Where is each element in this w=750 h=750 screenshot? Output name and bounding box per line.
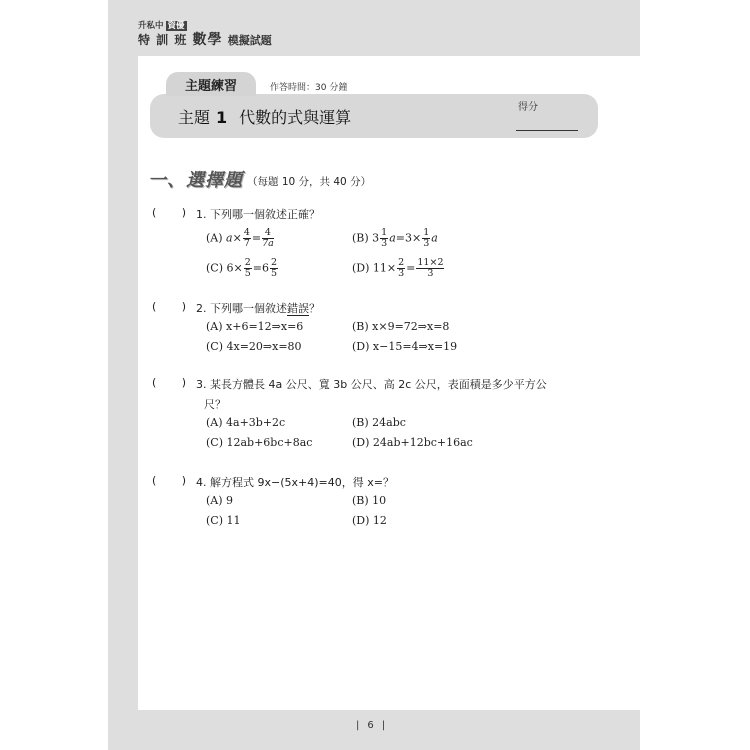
page-number: 6: [367, 720, 374, 731]
section-note: （每題 10 分，共 40 分）: [247, 175, 372, 188]
whole: 11×: [372, 261, 397, 275]
time-label: 作答時間：30 分鐘: [270, 83, 348, 93]
paren-left: (: [152, 474, 157, 487]
paren-right: ): [181, 474, 186, 487]
numerator: 2: [270, 257, 278, 268]
fraction: [422, 228, 430, 249]
option-a[interactable]: [206, 228, 275, 249]
option-b[interactable]: (B) 10: [352, 494, 387, 507]
topic-title: [178, 105, 351, 128]
numerator: 2: [398, 257, 405, 268]
topic-prefix: 主題: [178, 108, 211, 127]
numerator: 4: [262, 228, 274, 239]
brand-title-b: 數學: [192, 31, 223, 48]
question-stem-continued: 尺？: [204, 398, 226, 411]
topic-name: 代數的式與運算: [239, 108, 352, 127]
section-mark: 一、選擇題: [148, 170, 243, 191]
op: =: [406, 261, 416, 275]
answer-paren[interactable]: [152, 474, 186, 487]
var: a: [389, 231, 396, 245]
fraction: [416, 258, 444, 279]
option-c[interactable]: (C) 11: [206, 514, 241, 527]
paren-right: ): [181, 206, 186, 219]
denominator: 7a: [262, 237, 274, 249]
op: =6: [252, 261, 269, 275]
brand-title-c: 模擬試題: [227, 33, 272, 47]
option-d[interactable]: (D) 24ab+12bc+16ac: [352, 436, 473, 449]
var: a: [431, 231, 438, 245]
theme-tab: 主題練習: [166, 72, 256, 96]
option-b[interactable]: [352, 228, 438, 249]
whole: 6×: [226, 261, 243, 275]
op: =3×: [395, 231, 422, 245]
brand-title-a: 特 訓 班: [138, 32, 188, 47]
op: ×: [232, 231, 242, 245]
option-label: (D): [352, 261, 370, 275]
denominator: 3: [398, 267, 405, 279]
question-number: 3.: [196, 378, 207, 391]
numerator: 1: [381, 227, 388, 238]
denominator: 3: [381, 237, 388, 249]
paren-right: ): [181, 300, 186, 313]
question-stem: [196, 474, 394, 490]
option-c[interactable]: (C) 12ab+6bc+8ac: [206, 436, 313, 449]
question-stem: [196, 206, 320, 222]
question-stem: [196, 376, 547, 392]
option-a[interactable]: (A) 4a+3b+2c: [206, 416, 286, 429]
denominator: 5: [244, 267, 251, 279]
topic-number: 1: [216, 108, 228, 127]
denominator: 7: [243, 237, 250, 249]
answer-paren[interactable]: [152, 206, 186, 219]
question-text: 下列哪一個敘述正確？: [210, 208, 320, 221]
denominator: 5: [270, 267, 278, 279]
fraction: [270, 258, 278, 279]
option-label: (B): [352, 231, 369, 245]
footer-bar-left: |: [356, 720, 360, 731]
fraction: [380, 228, 388, 249]
denominator: 3: [423, 237, 430, 249]
brand-tag: 資優: [167, 21, 185, 31]
paren-right: ): [181, 376, 186, 389]
denominator: 3: [427, 267, 434, 279]
option-c[interactable]: (C) 4x=20⇒x=80: [206, 340, 302, 353]
option-c[interactable]: [206, 258, 279, 279]
answer-paren[interactable]: [152, 300, 186, 313]
option-label: (C): [206, 261, 223, 275]
option-b[interactable]: (B) x×9=72⇒x=8: [352, 320, 450, 333]
option-d[interactable]: (D) 12: [352, 514, 387, 527]
numerator: 11×2: [417, 257, 444, 268]
option-label: (A): [206, 231, 223, 245]
page-footer: [356, 720, 385, 731]
fraction: [397, 258, 405, 279]
paren-left: (: [152, 300, 157, 313]
question-stem: [196, 300, 320, 316]
question-mark: ？: [309, 302, 320, 315]
numerator: 2: [244, 257, 251, 268]
emphasis-text: 錯誤: [287, 302, 309, 315]
option-d[interactable]: (D) x−15=4⇒x=19: [352, 340, 458, 353]
question-text: 下列哪一個敘述: [210, 302, 287, 315]
option-a[interactable]: (A) 9: [206, 494, 234, 507]
score-label: 得分: [518, 102, 538, 113]
footer-bar-right: |: [381, 720, 386, 731]
option-d[interactable]: [352, 258, 445, 279]
book-brand: [138, 22, 272, 47]
section-heading: [148, 166, 371, 192]
question-number: 2.: [196, 302, 207, 315]
score-line: [516, 130, 578, 131]
numerator: 4: [243, 227, 250, 238]
whole: 3: [372, 231, 380, 245]
question-number: 4.: [196, 476, 207, 489]
op: =: [251, 231, 262, 245]
option-b[interactable]: (B) 24abc: [352, 416, 406, 429]
paren-left: (: [152, 376, 157, 389]
question-text: 某長方體長 4a 公尺、寬 3b 公尺、高 2c 公尺，表面積是多少平方公: [210, 378, 547, 391]
answer-paren[interactable]: [152, 376, 186, 389]
question-text: 解方程式 9x−(5x+4)=40，得 x=？: [210, 476, 394, 489]
question-number: 1.: [196, 208, 207, 221]
paren-left: (: [152, 206, 157, 219]
fraction: [243, 228, 251, 249]
fraction: [262, 228, 274, 249]
option-a[interactable]: (A) x+6=12⇒x=6: [206, 320, 304, 333]
var: a: [226, 231, 233, 245]
brand-prefix: 升私中: [138, 21, 164, 31]
numerator: 1: [423, 227, 430, 238]
fraction: [244, 258, 252, 279]
